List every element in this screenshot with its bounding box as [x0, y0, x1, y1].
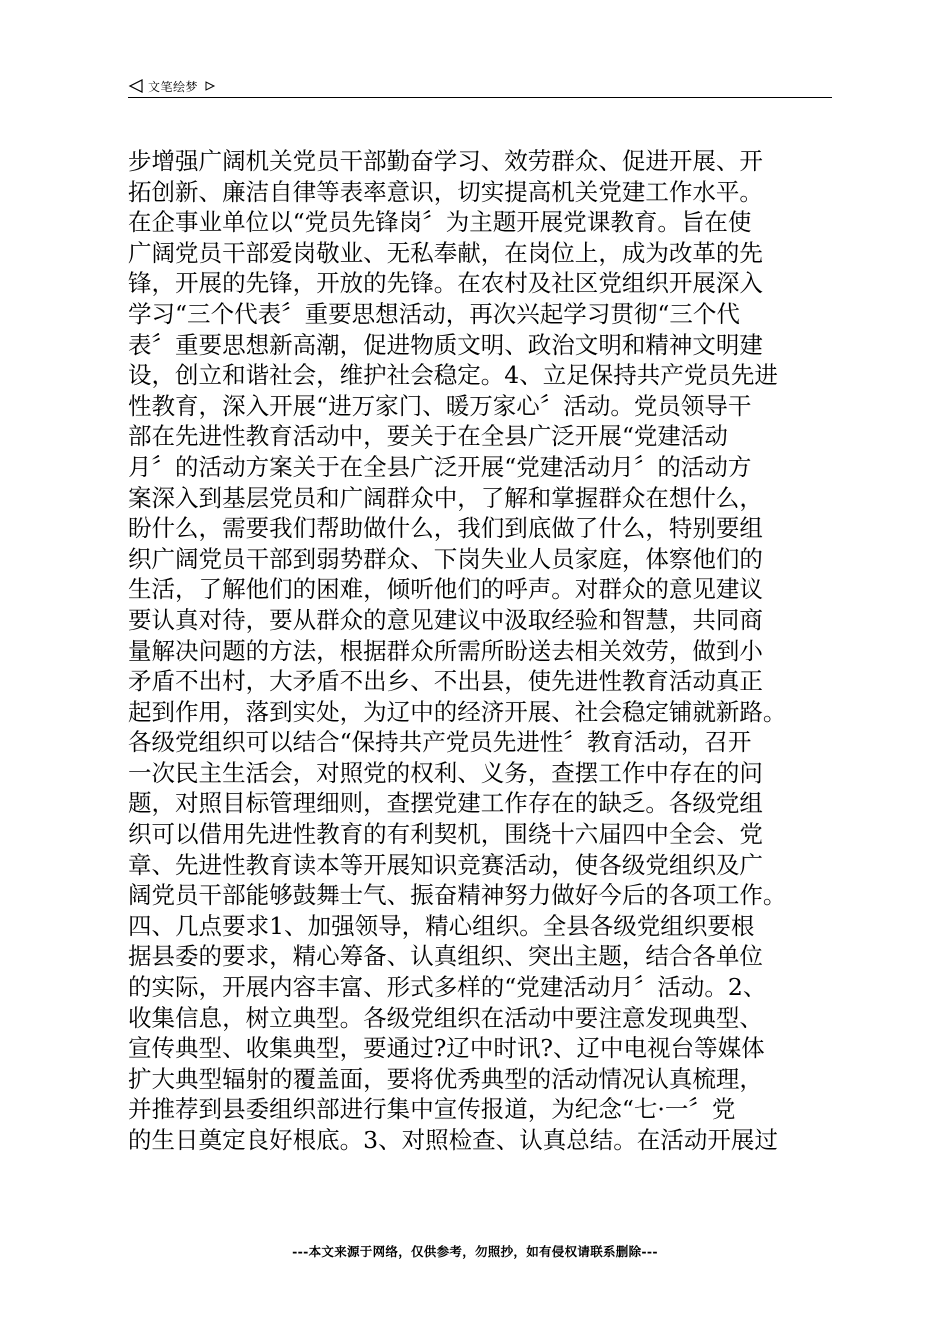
- text-line: 据县委的要求，精心筹备、认真组织、突出主题，结合各单位: [128, 942, 763, 971]
- text-line: 广阔党员干部爱岗敬业、无私奉献，在岗位上，成为改革的先: [128, 238, 763, 267]
- text-line: 在企事业单位以“党员先锋岗〞为主题开展党课教育。旨在使: [128, 208, 752, 237]
- text-line: 章、先进性教育读本等开展知识竞赛活动，使各级党组织及广: [128, 850, 763, 879]
- text-line: 织广阔党员干部到弱势群众、下岗失业人员家庭，体察他们的: [128, 544, 763, 573]
- text-line: 的实际，开展内容丰富、形式多样的“党建活动月〞活动。2、: [128, 973, 767, 1002]
- text-line: 性教育，深入开展“进万家门、暖万家心〞活动。党员领导干: [128, 391, 752, 420]
- text-line: 生活，了解他们的困难，倾听他们的呼声。对群众的意见建议: [128, 575, 763, 604]
- text-line: 表〞重要思想新高潮，促进物质文明、政治文明和精神文明建: [128, 330, 763, 359]
- text-line: 并推荐到县委组织部进行集中宣传报道，为纪念“七·一〞党: [128, 1095, 736, 1124]
- text-line: 案深入到基层党员和广阔群众中，了解和掌握群众在想什么，: [128, 483, 763, 512]
- text-line: 步增强广阔机关党员干部勤奋学习、效劳群众、促进开展、开: [128, 147, 763, 175]
- text-line: 锋，开展的先锋，开放的先锋。在农村及社区党组织开展深入: [128, 269, 763, 298]
- text-line: 一次民主生活会，对照党的权利、义务，查摆工作中存在的问: [128, 758, 763, 787]
- document-header: [128, 74, 830, 98]
- header-title: 文笔绘梦: [148, 79, 199, 94]
- text-line: 扩大典型辐射的覆盖面，要将优秀典型的活动情况认真梳理，: [128, 1064, 763, 1093]
- text-line: 月〞的活动方案关于在全县广泛开展“党建活动月〞的活动方: [128, 452, 752, 481]
- text-line: 学习“三个代表〞重要思想活动，再次兴起学习贯彻“三个代: [128, 299, 740, 328]
- text-line: 四、几点要求1、加强领导，精心组织。全县各级党组织要根: [128, 911, 755, 940]
- triangle-right-icon: [204, 77, 216, 89]
- body-paragraph: [128, 146, 834, 1156]
- text-line: 要认真对待，要从群众的意见建议中汲取经验和智慧，共同商: [128, 605, 763, 634]
- text-line: 宣传典型、收集典型，要通过?辽中时讯?、辽中电视台等媒体: [128, 1034, 765, 1063]
- text-line: 设，创立和谐社会，维护社会稳定。4、立足保持共产党员先进: [128, 361, 778, 390]
- text-line: 起到作用，落到实处，为辽中的经济开展、社会稳定铺就新路。: [128, 697, 787, 726]
- triangle-left-icon: [128, 78, 144, 94]
- text-line: 收集信息，树立典型。各级党组织在活动中要注意发现典型、: [128, 1003, 763, 1032]
- text-line: 各级党组织可以结合“保持共产党员先进性〞教育活动，召开: [128, 728, 752, 757]
- text-line: 部在先进性教育活动中，要关于在全县广泛开展“党建活动: [128, 422, 728, 451]
- text-line: 盼什么，需要我们帮助做什么，我们到底做了什么，特别要组: [128, 514, 763, 543]
- text-line: 阔党员干部能够鼓舞士气、振奋精神努力做好今后的各项工作。: [128, 881, 787, 910]
- header-divider: [128, 97, 832, 98]
- footer-disclaimer: ---本文来源于网络，仅供参考，勿照抄，如有侵权请联系删除---: [292, 1244, 658, 1259]
- text-line: 量解决问题的方法，根据群众所需所盼送去相关效劳，做到小: [128, 636, 763, 665]
- text-line: 拓创新、廉洁自律等表率意识，切实提高机关党建工作水平。: [128, 177, 763, 206]
- text-line: 的生日奠定良好根底。3、对照检查、认真总结。在活动开展过: [128, 1126, 778, 1154]
- text-line: 矛盾不出村，大矛盾不出乡、不出县，使先进性教育活动真正: [128, 667, 763, 696]
- text-line: 织可以借用先进性教育的有利契机，围绕十六届四中全会、党: [128, 820, 763, 849]
- text-line: 题，对照目标管理细则，查摆党建工作存在的缺乏。各级党组: [128, 789, 763, 818]
